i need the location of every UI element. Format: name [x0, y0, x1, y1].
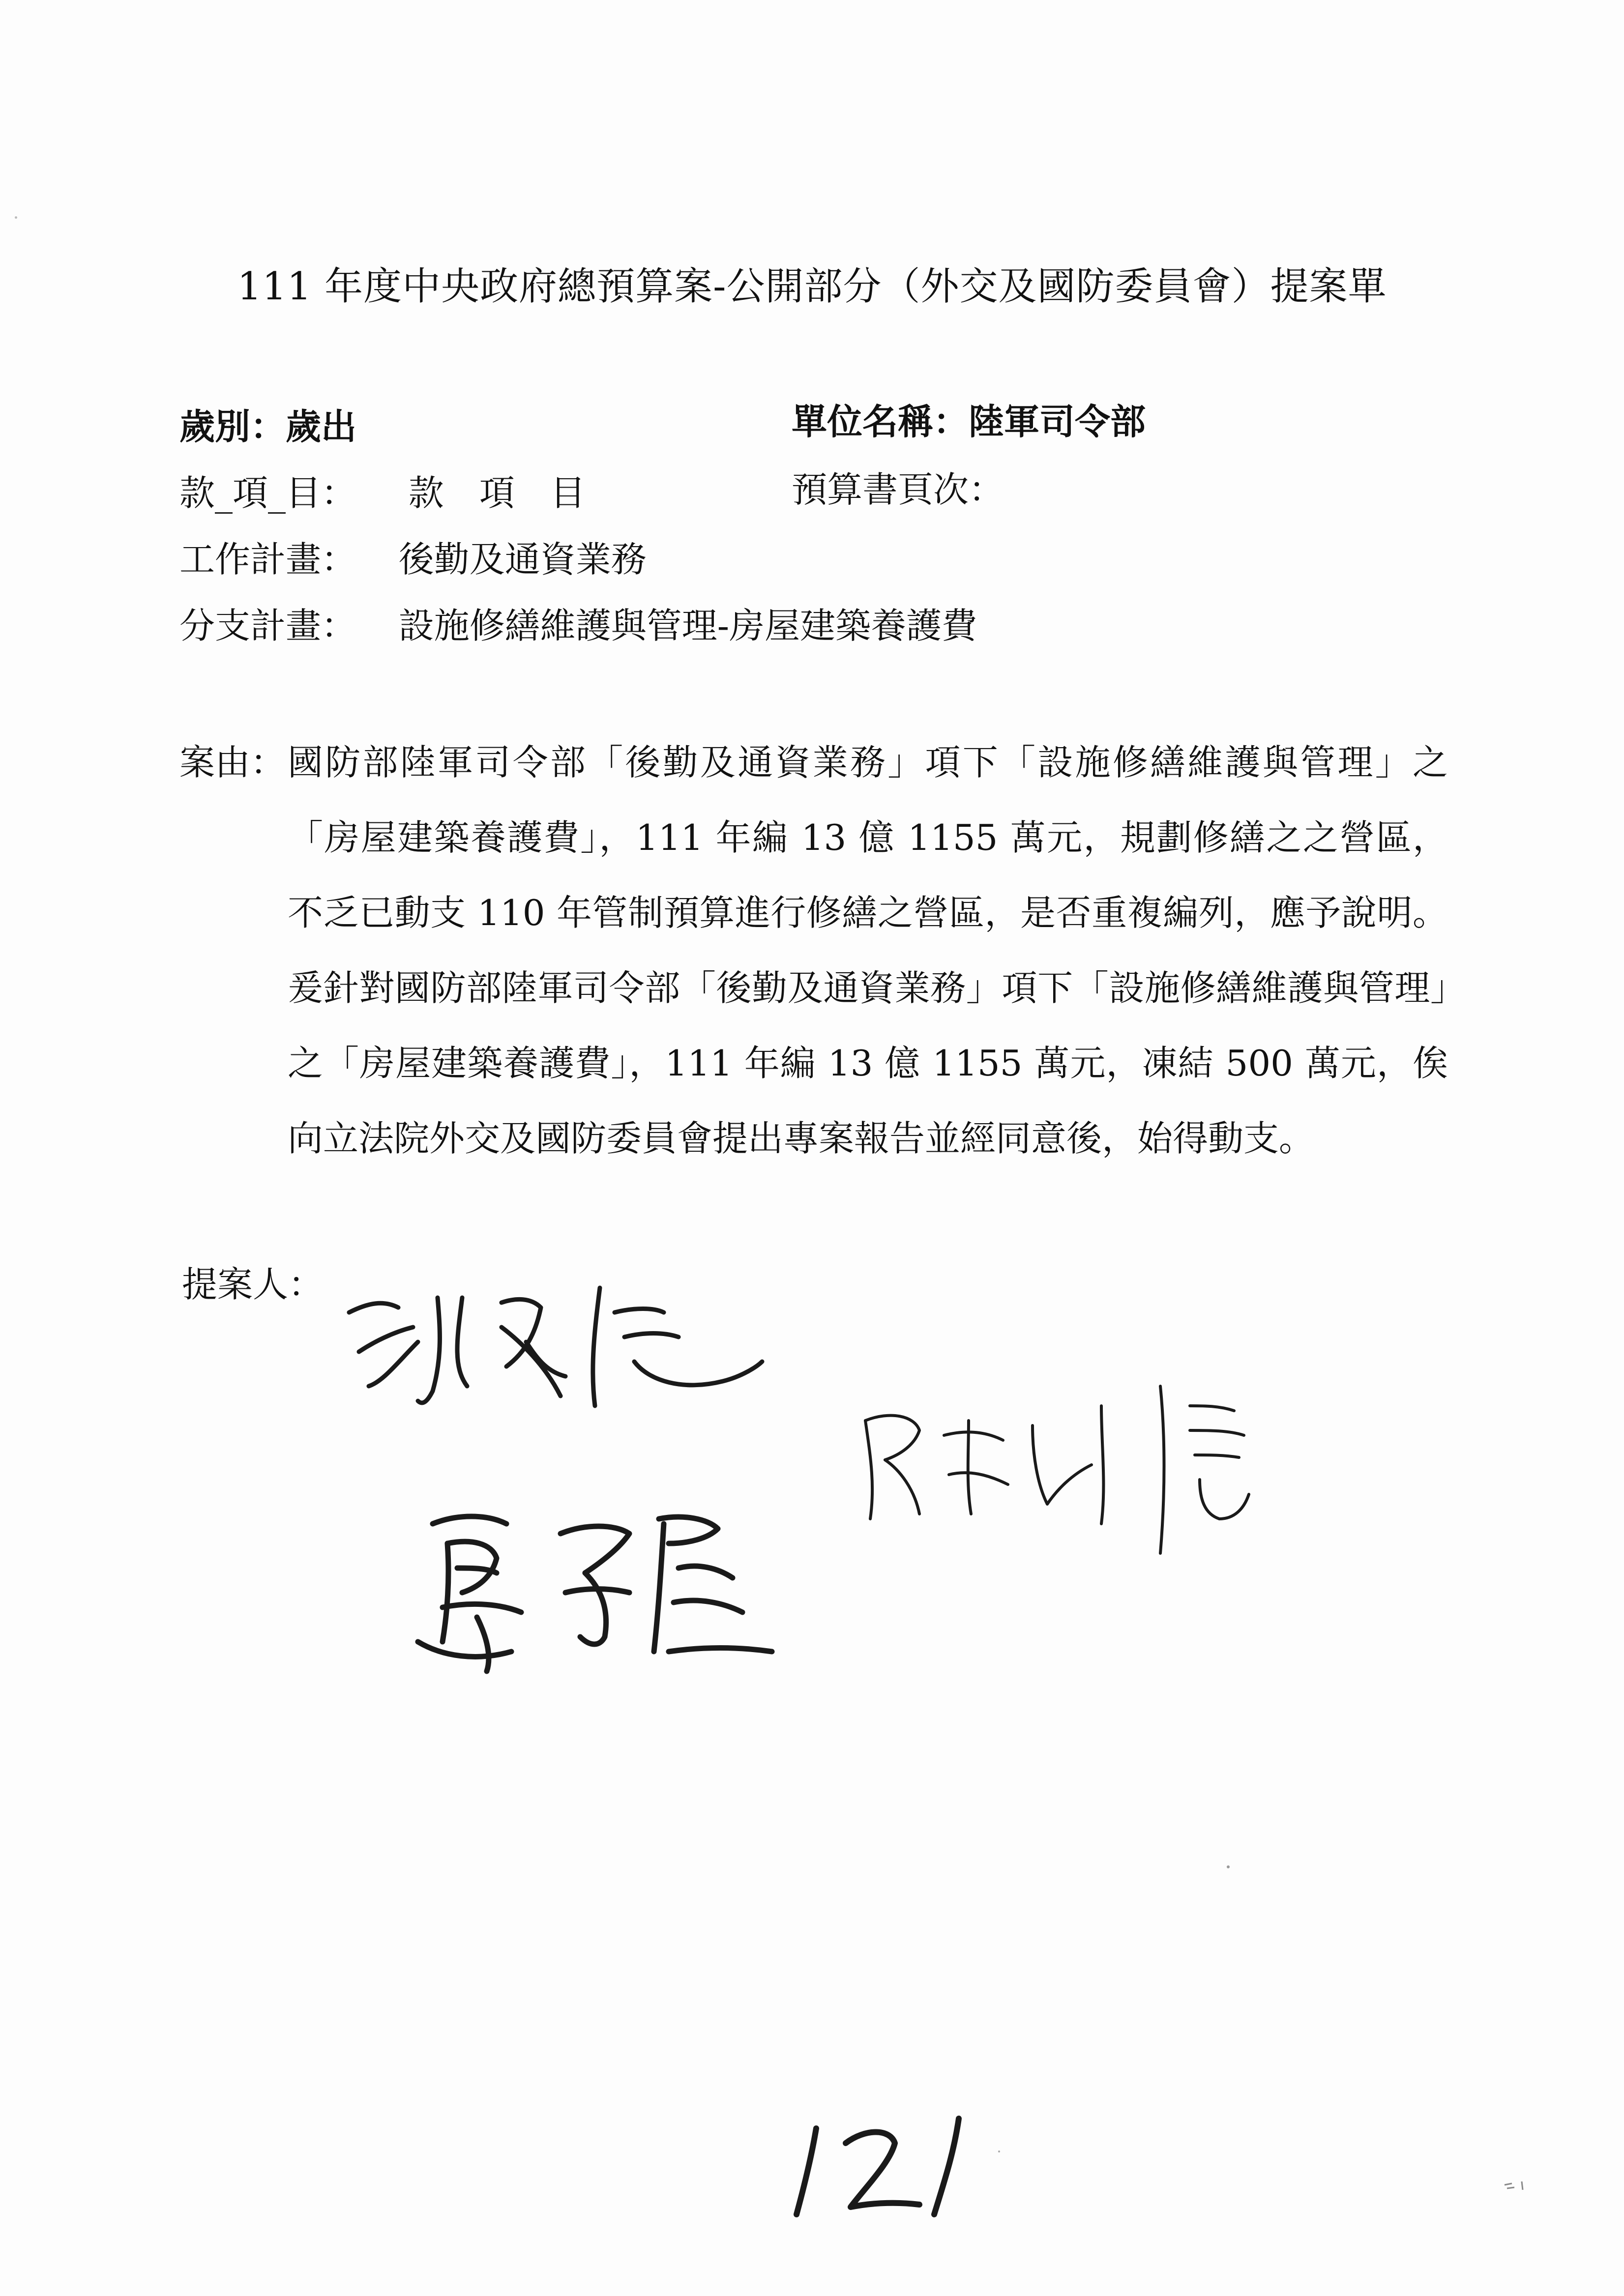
- sub-plan-value: 設施修繕維護與管理-房屋建築養護費: [398, 605, 977, 646]
- category-field: [179, 398, 356, 449]
- sub-plan-field: [179, 597, 977, 648]
- item-label: 款_項_目：: [179, 472, 357, 514]
- unit-value: 陸軍司令部: [969, 401, 1146, 442]
- unit-label: 單位名稱：: [792, 401, 969, 442]
- item-field: [179, 465, 586, 516]
- margin-mark: [1502, 2178, 1532, 2192]
- work-plan-label: 工作計畫：: [179, 539, 357, 580]
- document-title: 111 年度中央政府總預算案-公開部分（外交及國防委員會）提案單: [237, 264, 1387, 309]
- speck-1: [15, 216, 17, 219]
- work-plan-value: 後勤及通資業務: [398, 539, 647, 580]
- case-text: [288, 725, 1448, 1176]
- speck-3: [998, 2151, 1000, 2152]
- unit-field: [792, 393, 1146, 444]
- work-plan-field: [179, 531, 647, 582]
- category-label: 歲別：: [179, 406, 286, 447]
- signature-1: [339, 1268, 782, 1425]
- page-ref-field: [792, 461, 1004, 512]
- page-ref-label: 預算書頁次：: [792, 469, 1004, 510]
- signature-2: [846, 1376, 1288, 1563]
- signature-3: [413, 1494, 787, 1681]
- category-value: 歲出: [286, 406, 357, 447]
- item-value: 款 項 目: [408, 472, 586, 514]
- case-label: 案由：: [179, 742, 286, 783]
- speck-2: [1227, 1865, 1230, 1868]
- page-number-handwritten: [777, 2109, 983, 2222]
- case-text-body: 國防部陸軍司令部「後勤及通資業務」項下「設施修繕維護與管理」之「房屋建築養護費」，111 年編 13 億 1155 萬元，規劃修繕之之營區，不乏已動支 110 年管制預算進行修繕之營區，是否重複編列，應予說明。爰針對國防部陸軍司令部「後勤及通資業務」項下「設施修繕維護與管理」之「房屋建築養護費」，111 年編 13 億 1155 萬元，凍結 500 萬元，俟向立法院外交及國防委員會提出專案報告並經同意後，始得動支。: [288, 742, 1448, 1159]
- proposer-label: 提案人：: [182, 1264, 324, 1305]
- sub-plan-label: 分支計畫：: [179, 605, 357, 646]
